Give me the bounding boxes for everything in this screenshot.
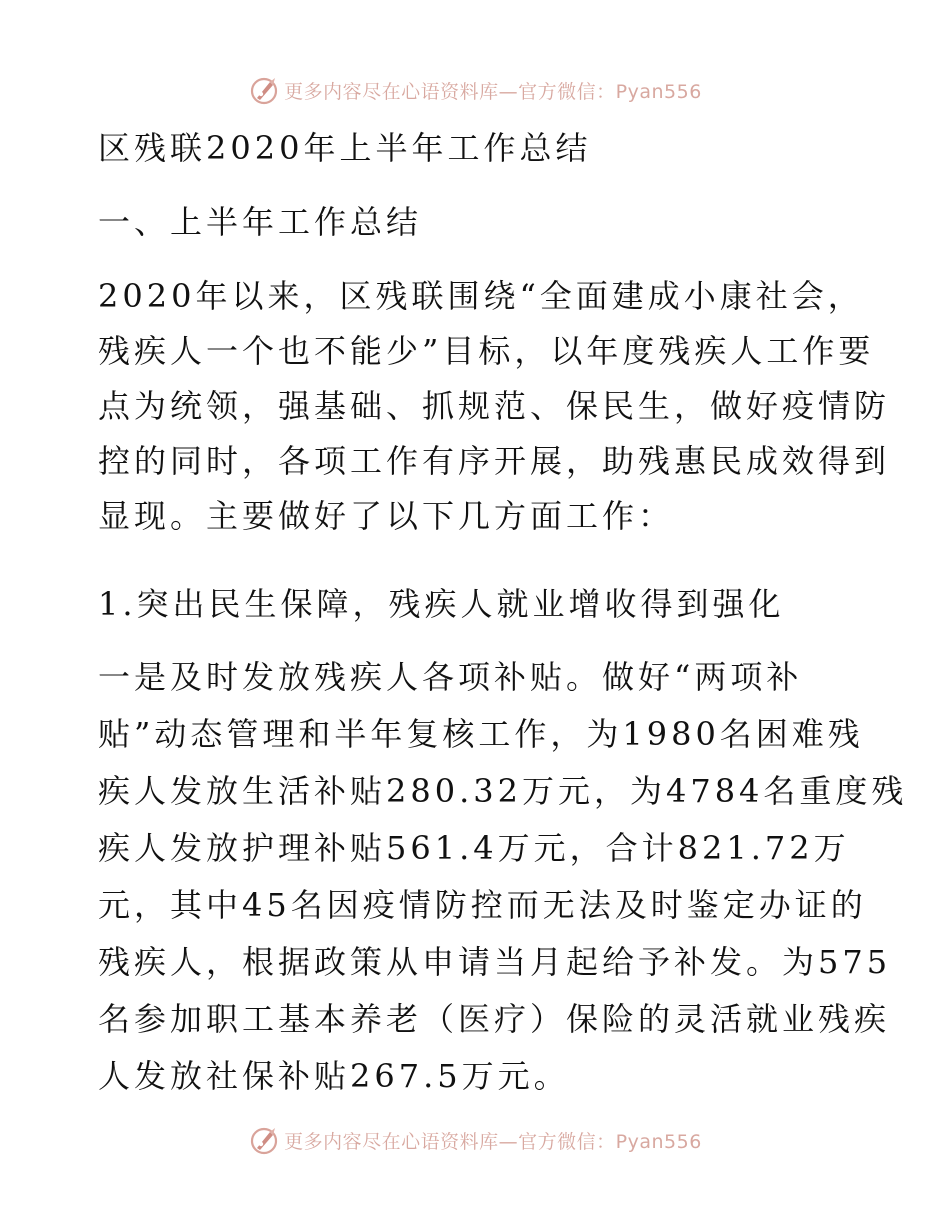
watermark-footer [0, 1120, 950, 1160]
paragraph-line: 贴”动态管理和半年复核工作，为1980名困难残 [98, 715, 864, 753]
watermark-header [0, 70, 950, 110]
quill-seal-icon [248, 1124, 280, 1156]
paragraph-line: 元，其中45名因疫情防控而无法及时鉴定办证的 [98, 886, 867, 924]
paragraph-line: 疾人发放护理补贴561.4万元，合计821.72万 [98, 829, 850, 867]
paragraph-line: 残疾人一个也不能少”目标，以年度残疾人工作要 [98, 332, 875, 370]
paragraph-line: 疾人发放生活补贴280.32万元，为4784名重度残 [98, 772, 908, 810]
watermark-text: 更多内容尽在心语资料库—官方微信：Pyan556 [284, 1130, 702, 1153]
section-heading: 一、上半年工作总结 [98, 203, 423, 241]
paragraph-line: 残疾人，根据政策从申请当月起给予补发。为575 [98, 943, 892, 981]
paragraph-line: 显现。主要做好了以下几方面工作： [98, 497, 675, 535]
paragraph-line: 人发放社保补贴267.5万元。 [98, 1057, 570, 1095]
paragraph-line: 一是及时发放残疾人各项补贴。做好“两项补 [98, 658, 803, 696]
paragraph-line: 名参加职工基本养老（医疗）保险的灵活就业残疾 [98, 1000, 891, 1038]
paragraph-line: 点为统领，强基础、抓规范、保民生，做好疫情防 [98, 387, 891, 425]
quill-seal-icon [248, 74, 280, 106]
watermark-text: 更多内容尽在心语资料库—官方微信：Pyan556 [284, 80, 702, 103]
paragraph-line: 2020年以来，区残联围绕“全面建成小康社会， [98, 277, 864, 315]
document-title: 区残联2020年上半年工作总结 [98, 129, 592, 167]
subsection-heading: 1.突出民生保障，残疾人就业增收得到强化 [98, 585, 785, 623]
paragraph-line: 控的同时，各项工作有序开展，助残惠民成效得到 [98, 442, 891, 480]
